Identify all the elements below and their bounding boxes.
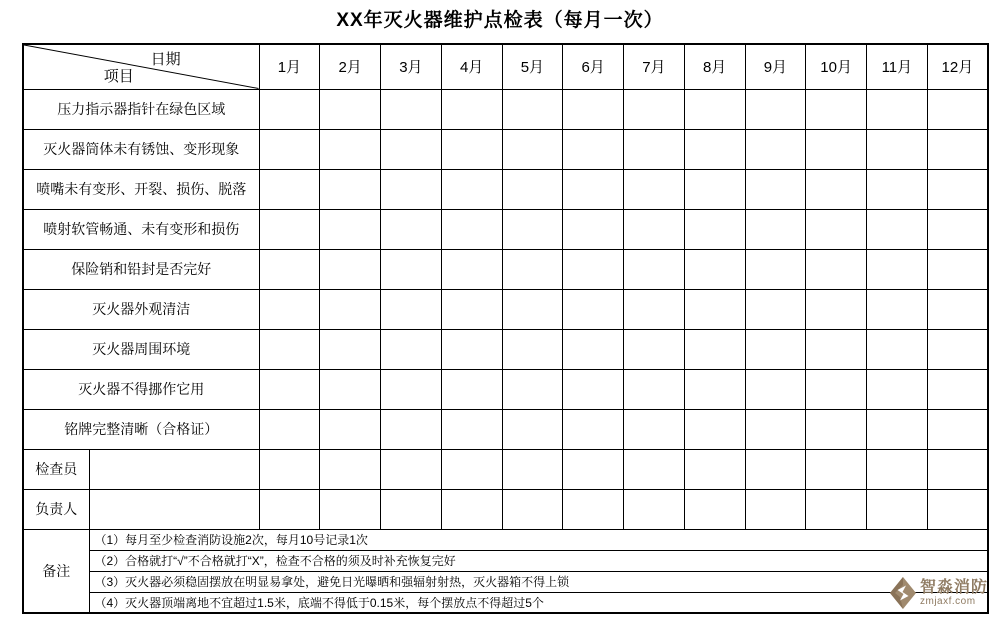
table-row	[23, 209, 988, 249]
check-cell	[502, 289, 563, 329]
remarks-label: 备注	[23, 529, 89, 613]
table-row	[23, 89, 988, 129]
check-cell	[441, 169, 502, 209]
check-cell	[441, 369, 502, 409]
table-row	[23, 289, 988, 329]
check-cell	[624, 449, 685, 489]
check-cell	[502, 369, 563, 409]
check-cell	[381, 249, 442, 289]
check-cell	[867, 489, 928, 529]
item-label: 灭火器筒体未有锈蚀、变形现象	[23, 129, 259, 169]
check-cell	[806, 169, 867, 209]
check-cell	[927, 169, 988, 209]
month-header: 9月	[745, 44, 806, 89]
check-cell	[806, 129, 867, 169]
check-cell	[867, 369, 928, 409]
check-cell	[867, 329, 928, 369]
table-row	[23, 369, 988, 409]
month-header: 3月	[381, 44, 442, 89]
signature-blank-cell	[89, 489, 259, 529]
check-cell	[502, 129, 563, 169]
check-cell	[502, 89, 563, 129]
remark-row	[23, 592, 988, 613]
month-header: 4月	[441, 44, 502, 89]
check-cell	[381, 449, 442, 489]
check-cell	[927, 449, 988, 489]
check-cell	[806, 289, 867, 329]
check-cell	[259, 369, 320, 409]
check-cell	[259, 169, 320, 209]
check-cell	[502, 449, 563, 489]
check-cell	[624, 129, 685, 169]
month-header: 2月	[320, 44, 381, 89]
item-label: 保险销和铅封是否完好	[23, 249, 259, 289]
check-cell	[624, 209, 685, 249]
check-cell	[320, 369, 381, 409]
check-cell	[927, 89, 988, 129]
check-cell	[563, 329, 624, 369]
month-header: 10月	[806, 44, 867, 89]
check-cell	[684, 129, 745, 169]
check-cell	[441, 129, 502, 169]
responsible-person-label: 负责人	[23, 489, 89, 529]
check-cell	[441, 489, 502, 529]
check-cell	[441, 249, 502, 289]
check-cell	[927, 209, 988, 249]
check-cell	[259, 289, 320, 329]
check-cell	[745, 489, 806, 529]
check-cell	[320, 409, 381, 449]
month-header: 1月	[259, 44, 320, 89]
item-label: 喷射软管畅通、未有变形和损伤	[23, 209, 259, 249]
check-cell	[806, 209, 867, 249]
check-cell	[927, 329, 988, 369]
check-cell	[745, 129, 806, 169]
check-cell	[381, 209, 442, 249]
remark-row	[23, 550, 988, 571]
check-cell	[927, 129, 988, 169]
check-cell	[867, 409, 928, 449]
check-cell	[563, 289, 624, 329]
table-row	[23, 129, 988, 169]
table-row	[23, 409, 988, 449]
check-cell	[867, 289, 928, 329]
watermark-site: zmjaxf.com	[919, 595, 976, 607]
check-cell	[867, 89, 928, 129]
check-cell	[927, 289, 988, 329]
check-cell	[927, 409, 988, 449]
item-label: 压力指示器指针在绿色区域	[23, 89, 259, 129]
check-cell	[563, 489, 624, 529]
remark-note: （3）灭火器必须稳固摆放在明显易拿处，避免日光曝晒和强辐射射热，灭火器箱不得上锁	[89, 571, 988, 592]
check-cell	[320, 89, 381, 129]
item-label: 灭火器周围环境	[23, 329, 259, 369]
check-cell	[927, 369, 988, 409]
check-cell	[745, 449, 806, 489]
item-label: 铭牌完整清晰（合格证）	[23, 409, 259, 449]
checklist-table	[22, 43, 989, 614]
check-cell	[867, 129, 928, 169]
signature-blank-cell	[89, 449, 259, 489]
check-cell	[563, 169, 624, 209]
table-row	[23, 249, 988, 289]
check-cell	[502, 489, 563, 529]
check-cell	[624, 329, 685, 369]
check-cell	[624, 89, 685, 129]
responsible-person-row	[23, 489, 988, 529]
check-cell	[806, 329, 867, 369]
check-cell	[441, 89, 502, 129]
check-cell	[867, 169, 928, 209]
check-cell	[624, 369, 685, 409]
remark-row	[23, 529, 988, 550]
check-cell	[381, 289, 442, 329]
check-cell	[867, 209, 928, 249]
check-cell	[745, 249, 806, 289]
check-cell	[381, 369, 442, 409]
table-row	[23, 329, 988, 369]
check-cell	[502, 409, 563, 449]
page-title: XX年灭火器维护点检表（每月一次）	[336, 10, 664, 31]
check-cell	[381, 169, 442, 209]
check-cell	[684, 249, 745, 289]
watermark	[889, 576, 988, 610]
check-cell	[441, 409, 502, 449]
month-header: 7月	[624, 44, 685, 89]
check-cell	[745, 89, 806, 129]
month-header: 8月	[684, 44, 745, 89]
check-cell	[684, 209, 745, 249]
check-cell	[867, 249, 928, 289]
check-cell	[381, 489, 442, 529]
check-cell	[320, 449, 381, 489]
month-header: 12月	[927, 44, 988, 89]
check-cell	[684, 289, 745, 329]
check-cell	[259, 209, 320, 249]
corner-cell	[23, 44, 259, 89]
check-cell	[745, 409, 806, 449]
check-cell	[806, 369, 867, 409]
watermark-brand-name: 智淼消防	[919, 578, 988, 596]
check-cell	[806, 409, 867, 449]
check-cell	[745, 369, 806, 409]
check-cell	[806, 449, 867, 489]
check-cell	[563, 409, 624, 449]
check-cell	[259, 489, 320, 529]
check-cell	[502, 249, 563, 289]
check-cell	[320, 249, 381, 289]
check-cell	[624, 409, 685, 449]
remark-note: （1）每月至少检查消防设施2次，每月10号记录1次	[89, 529, 988, 550]
header-row	[23, 44, 988, 89]
check-cell	[684, 369, 745, 409]
check-cell	[259, 129, 320, 169]
month-header: 6月	[563, 44, 624, 89]
check-cell	[563, 449, 624, 489]
check-cell	[259, 329, 320, 369]
month-header: 5月	[502, 44, 563, 89]
corner-item-label: 项目	[103, 67, 134, 85]
check-cell	[381, 409, 442, 449]
table-row	[23, 169, 988, 209]
check-cell	[502, 169, 563, 209]
check-cell	[745, 209, 806, 249]
check-cell	[320, 169, 381, 209]
check-cell	[745, 329, 806, 369]
check-cell	[806, 249, 867, 289]
corner-date-label: 日期	[150, 51, 181, 68]
check-cell	[320, 129, 381, 169]
check-cell	[441, 449, 502, 489]
check-cell	[624, 169, 685, 209]
check-cell	[624, 249, 685, 289]
check-cell	[320, 289, 381, 329]
check-cell	[441, 209, 502, 249]
check-cell	[927, 249, 988, 289]
check-cell	[320, 489, 381, 529]
check-cell	[684, 329, 745, 369]
check-cell	[684, 449, 745, 489]
check-cell	[259, 449, 320, 489]
check-cell	[745, 169, 806, 209]
check-cell	[684, 169, 745, 209]
check-cell	[867, 449, 928, 489]
check-cell	[745, 289, 806, 329]
check-cell	[381, 89, 442, 129]
watermark-text	[920, 580, 988, 607]
remark-note: （4）灭火器顶端离地不宜超过1.5米，底端不得低于0.15米，每个摆放点不得超过5个	[89, 592, 988, 613]
check-cell	[563, 249, 624, 289]
check-cell	[624, 489, 685, 529]
check-cell	[441, 329, 502, 369]
check-cell	[563, 369, 624, 409]
diamond-logo-icon	[889, 576, 917, 610]
check-cell	[441, 289, 502, 329]
check-cell	[381, 329, 442, 369]
check-cell	[563, 89, 624, 129]
remark-note: （2）合格就打“√”不合格就打“X”，检查不合格的须及时补充恢复完好	[89, 550, 988, 571]
check-cell	[684, 489, 745, 529]
check-cell	[806, 89, 867, 129]
remark-row	[23, 571, 988, 592]
check-cell	[624, 289, 685, 329]
item-label: 喷嘴未有变形、开裂、损伤、脱落	[23, 169, 259, 209]
check-cell	[502, 329, 563, 369]
check-cell	[259, 409, 320, 449]
check-cell	[502, 209, 563, 249]
check-cell	[381, 129, 442, 169]
inspector-row	[23, 449, 988, 489]
check-cell	[259, 89, 320, 129]
inspector-label: 检查员	[23, 449, 89, 489]
check-cell	[320, 329, 381, 369]
diagonal-divider	[24, 45, 259, 89]
check-cell	[806, 489, 867, 529]
check-cell	[927, 489, 988, 529]
check-cell	[563, 209, 624, 249]
item-label: 灭火器外观清洁	[23, 289, 259, 329]
check-cell	[259, 249, 320, 289]
item-label: 灭火器不得挪作它用	[23, 369, 259, 409]
month-header: 11月	[867, 44, 928, 89]
check-cell	[563, 129, 624, 169]
check-cell	[320, 209, 381, 249]
check-cell	[684, 409, 745, 449]
check-cell	[684, 89, 745, 129]
